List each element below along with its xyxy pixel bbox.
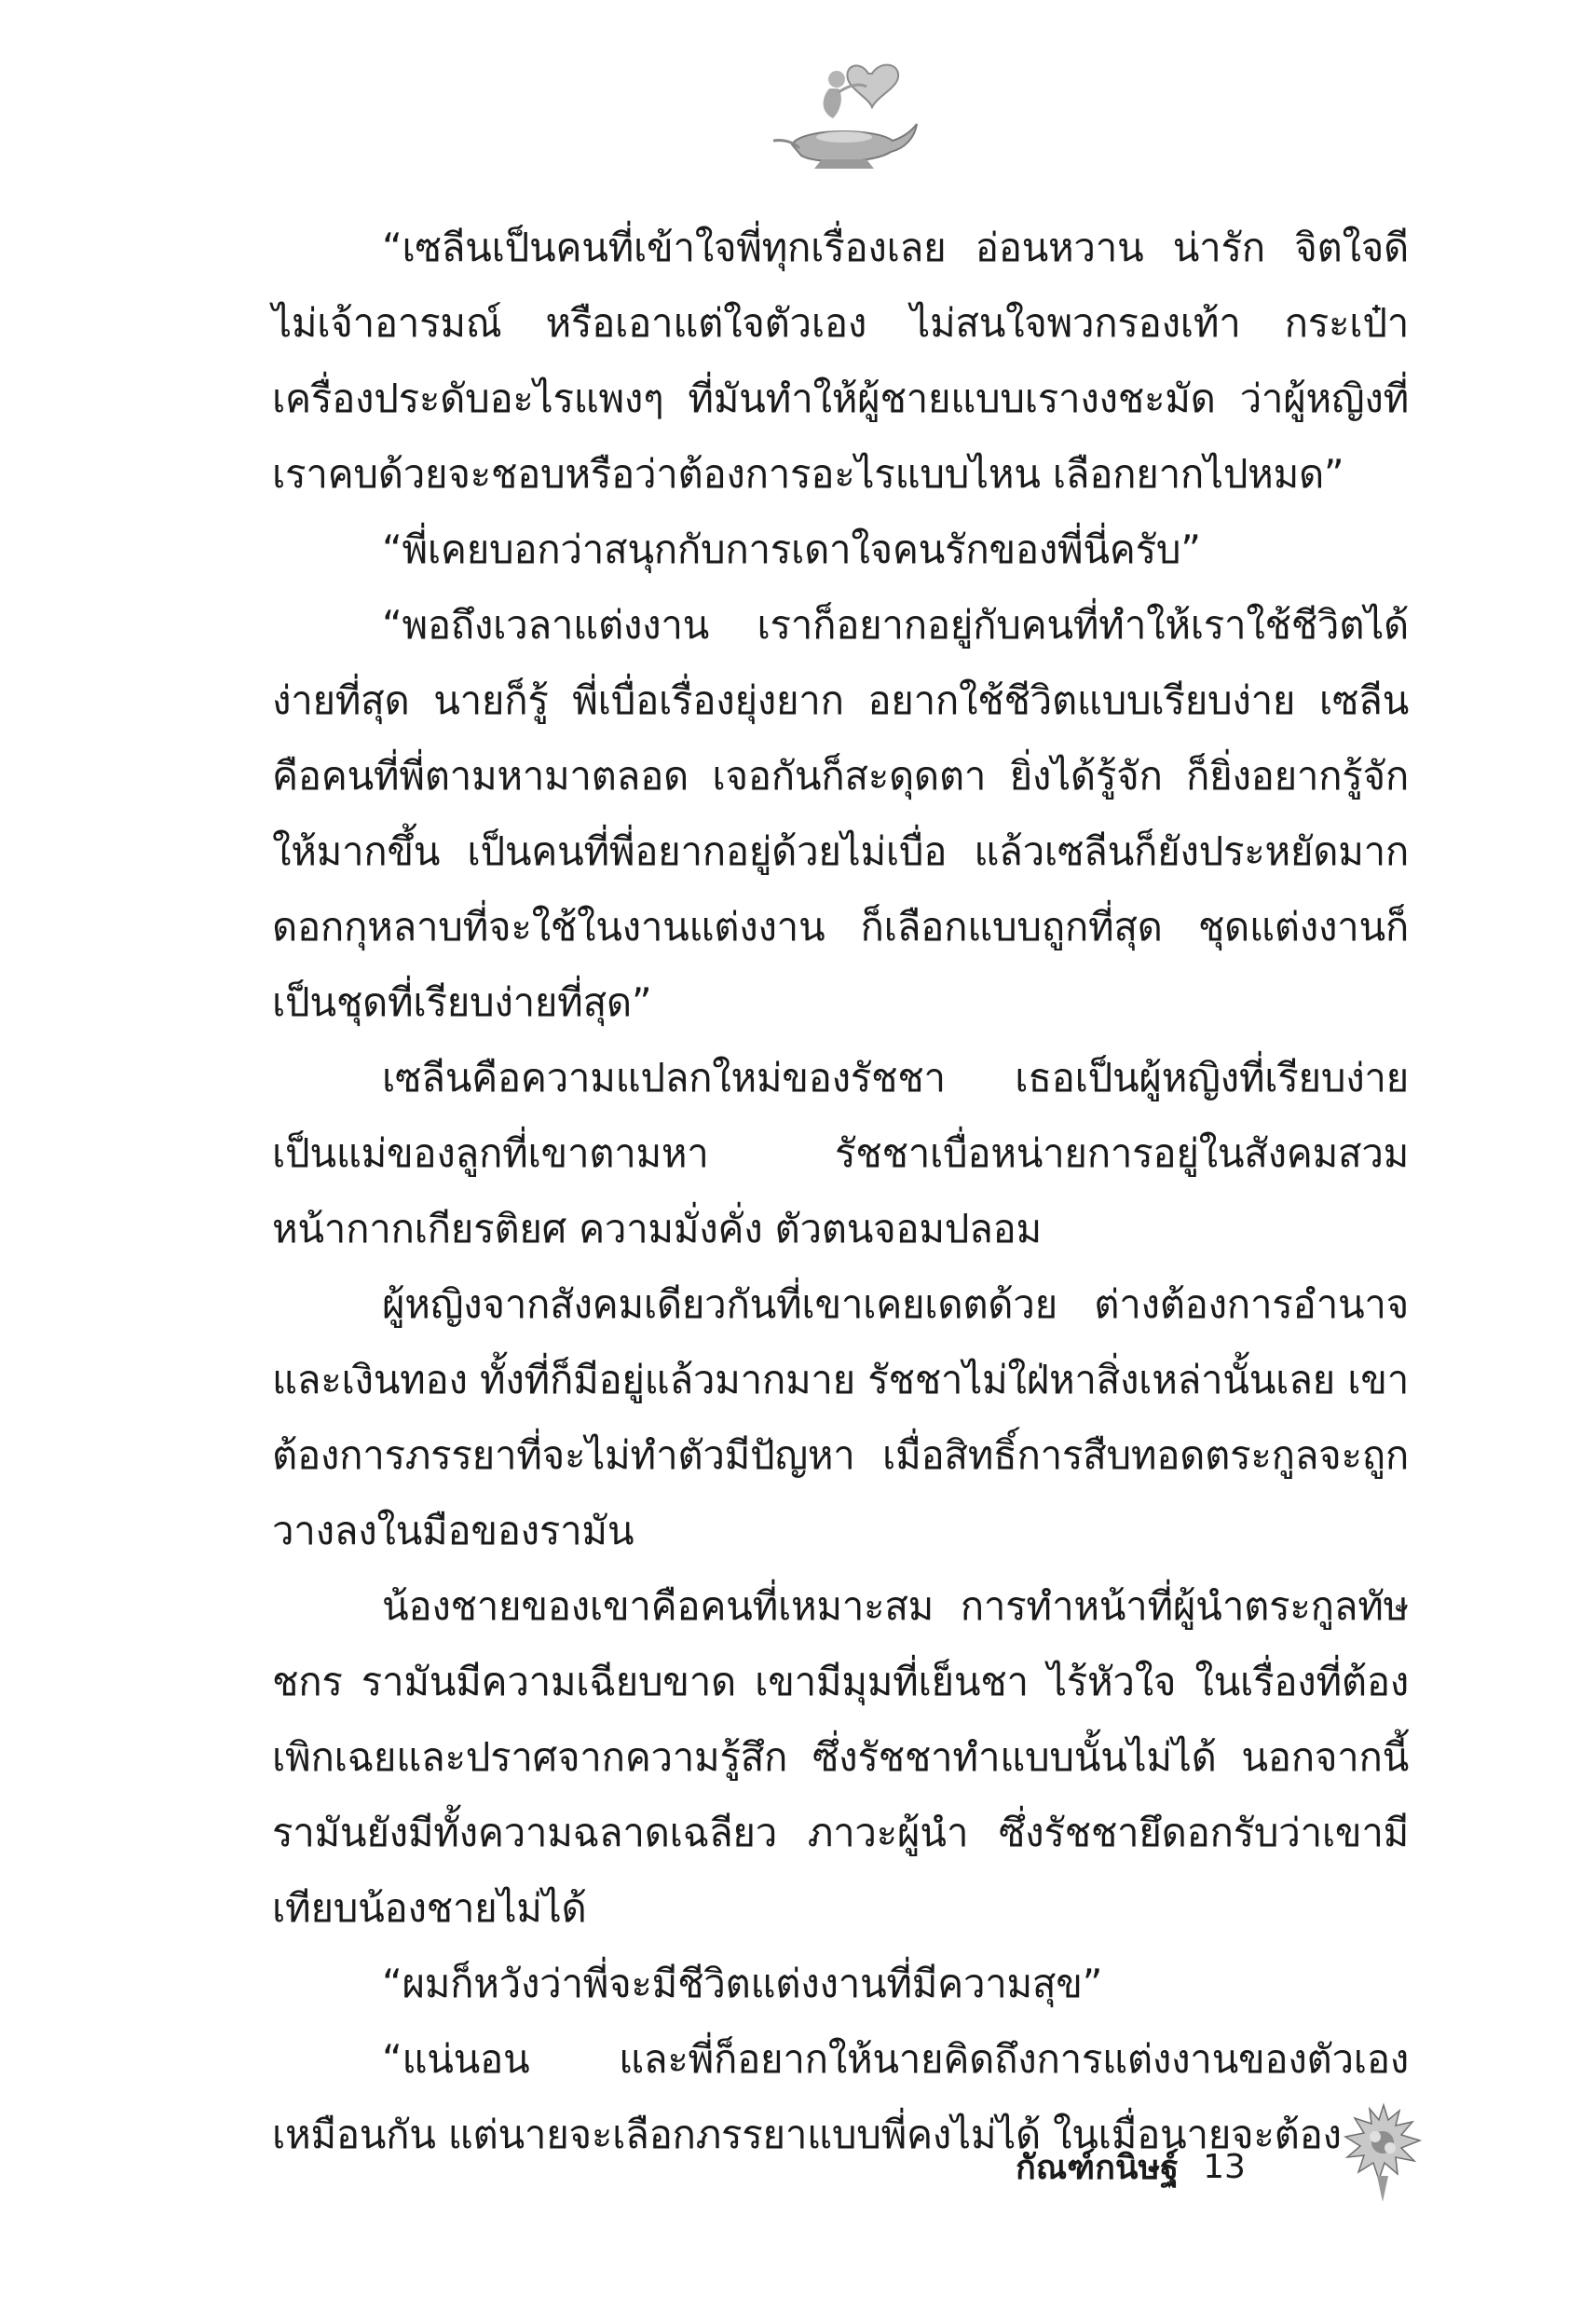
lamp-ornament-icon: [764, 51, 922, 172]
paragraph: ผู้หญิงจากสังคมเดียวกันที่เขาเคยเดตด้วย ต่างต้องการอำนาจและเงินทอง ทั้งที่ก็มีอยู่แล้วมากมาย รัชชาไม่ใฝ่หาสิ่งเหล่านั้นเลย เขาต้องการภรรยาที่จะไม่ทำตัวมีปัญหา เมื่อสิทธิ์การสืบทอดตระกูลจะถูกวางลงในมือของรามัน: [272, 1281, 1409, 1553]
paragraph: “เซลีนเป็นคนที่เข้าใจพี่ทุกเรื่องเลย อ่อนหวาน น่ารัก จิตใจดี ไม่เจ้าอารมณ์ หรือเอาแต่ใจตัวเอง ไม่สนใจพวกรองเท้า กระเป๋า เครื่องประดับอะไรแพงๆ ที่มันทำให้ผู้ชายแบบเรางงชะมัด ว่าผู้หญิงที่เราคบด้วยจะชอบหรือว่าต้องการอะไรแบบไหน เลือกยากไปหมด”: [272, 225, 1409, 497]
flower-bouquet-icon: [1342, 2101, 1425, 2204]
paragraph: เซลีนคือความแปลกใหม่ของรัชชา เธอเป็นผู้หญิงที่เรียบง่าย เป็นแม่ของลูกที่เขาตามหา รัชชาเบื่อหน่ายการอยู่ในสังคมสวมหน้ากากเกียรติยศ ความมั่งคั่ง ตัวตนจอมปลอม: [272, 1055, 1409, 1251]
body-text: [272, 210, 1409, 2157]
page-number: 13: [1203, 2147, 1246, 2186]
paragraph: “พี่เคยบอกว่าสนุกกับการเดาใจคนรักของพี่นี่ครับ”: [382, 526, 1201, 572]
paragraph: “แน่นอน และพี่ก็อยากให้นายคิดถึงการแต่งงานของตัวเองเหมือนกัน แต่นายจะเลือกภรรยาแบบพี่คงไม่ได้ ในเมื่อนายจะต้อง: [272, 2036, 1409, 2157]
page-footer: [1016, 2134, 1246, 2199]
paragraph: “ผมก็หวังว่าพี่จะมีชีวิตแต่งงานที่มีความสุข”: [382, 1961, 1103, 2006]
book-title: กัณฑ์กนิษฐ์: [1016, 2148, 1180, 2187]
paragraph: น้องชายของเขาคือคนที่เหมาะสม การทำหน้าที่ผู้นำตระกูลทัษชกร รามันมีความเฉียบขาด เขามีมุมที่เย็นชา ไร้หัวใจ ในเรื่องที่ต้องเพิกเฉยและปราศจากความรู้สึก ซึ่งรัชชาทำแบบนั้นไม่ได้ นอกจากนี้รามันยังมีทั้งความฉลาดเฉลียว ภาวะผู้นำ ซึ่งรัชชายึดอกรับว่าเขามีเทียบน้องชายไม่ได้: [272, 1583, 1409, 1931]
paragraph: “พอถึงเวลาแต่งงาน เราก็อยากอยู่กับคนที่ทำให้เราใช้ชีวิตได้ง่ายที่สุด นายก็รู้ พี่เบื่อเรื่องยุ่งยาก อยากใช้ชีวิตแบบเรียบง่าย เซลีนคือคนที่พี่ตามหามาตลอด เจอกันก็สะดุดตา ยิ่งได้รู้จัก ก็ยิ่งอยากรู้จักให้มากขึ้น เป็นคนที่พี่อยากอยู่ด้วยไม่เบื่อ แล้วเซลีนก็ยังประหยัดมาก ดอกกุหลาบที่จะใช้ในงานแต่งงาน ก็เลือกแบบถูกที่สุด ชุดแต่งงานก็เป็นชุดที่เรียบง่ายที่สุด”: [272, 602, 1409, 1025]
